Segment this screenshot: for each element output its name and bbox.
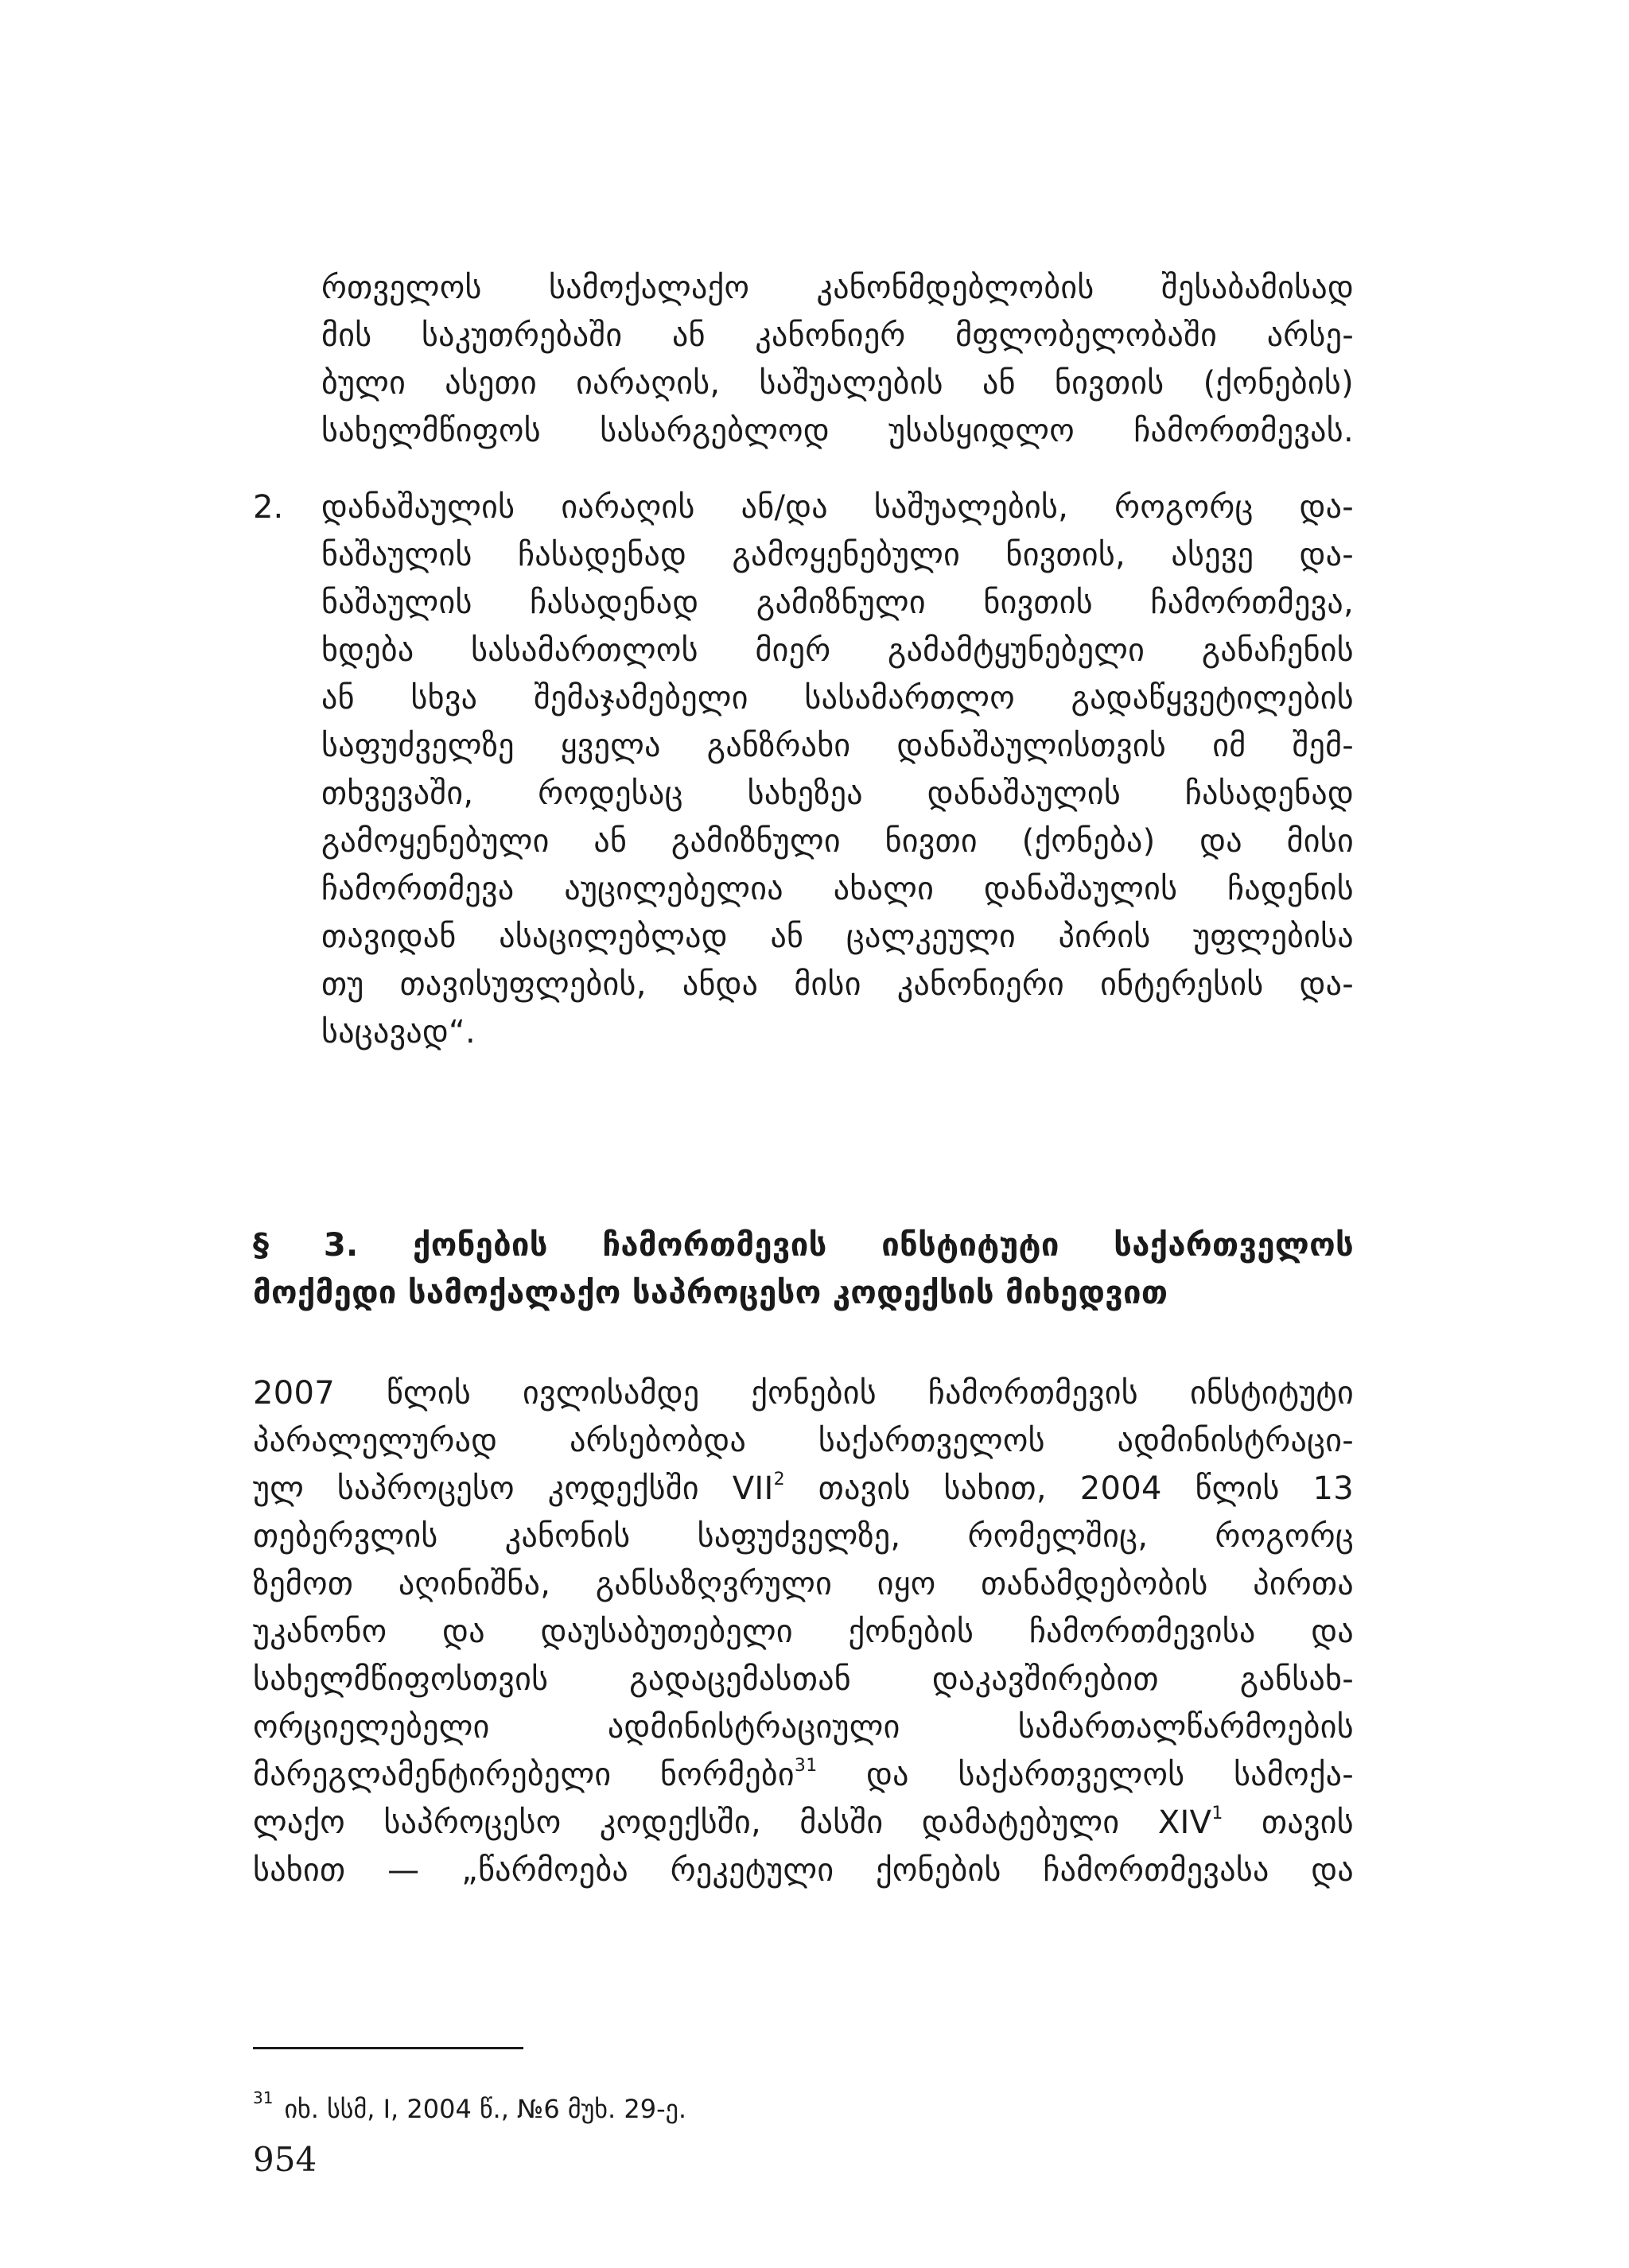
footnote-marker: 31: [253, 2088, 274, 2108]
superscript: 1: [1211, 1803, 1223, 1823]
footnote: [253, 2088, 687, 2126]
text-segment: თავის: [1223, 1804, 1355, 1841]
heading-line: მოქმედი სამოქალაქო საპროცესო კოდექსის მიხედვით: [253, 1275, 1168, 1311]
text-segment: ლაქო საპროცესო კოდექსში, მასში დამატებული XIV: [253, 1804, 1212, 1841]
text-line: საცავად“.: [321, 1014, 476, 1051]
text-segment: და საქართველოს სამოქა-: [817, 1757, 1354, 1793]
text-line: ნაშაულის ჩასადენად გამიზნული ნივთის ჩამორთმევა,: [321, 584, 1354, 621]
text-line: სახელმწიფოსთვის გადაცემასთან დაკავშირებით განსახ-: [253, 1661, 1354, 1698]
text-line: სახით — „წარმოება რეკეტული ქონების ჩამორთმევასა და: [253, 1852, 1354, 1889]
text-line: პარალელურად არსებობდა საქართველოს ადმინისტრაცი-: [253, 1423, 1354, 1459]
footnote-text: იხ. სსმ, I, 2004 წ., №6 მუხ. 29-ე.: [284, 2094, 687, 2124]
text-line: ნაშაულის ჩასადენად გამოყენებული ნივთის, ასევე და-: [321, 537, 1354, 573]
text-line: დანაშაულის იარაღის ან/და საშუალების, როგორც და-: [321, 489, 1354, 526]
text-line: ზემოთ აღინიშნა, განსაზღვრული იყო თანამდებობის პირთა: [253, 1566, 1354, 1602]
text-line: ჩამორთმევა აუცილებელია ახალი დანაშაულის ჩადენის: [321, 871, 1354, 907]
text-line: ხდება სასამართლოს მიერ გამამტყუნებელი განაჩენის: [321, 632, 1354, 669]
footnote-ref[interactable]: 31: [794, 1755, 818, 1776]
text-segment: ულ საპროცესო კოდექსში VII: [253, 1470, 774, 1507]
text-line: სახელმწიფოს სასარგებლოდ უსასყიდლო ჩამორთმევას.: [321, 413, 1354, 449]
text-line: [253, 1465, 1354, 1513]
superscript: 2: [773, 1469, 785, 1489]
text-line: [253, 1751, 1354, 1799]
page-number: 954: [253, 2140, 317, 2179]
text-line: თუ თავისუფლების, ანდა მისი კანონიერი ინტერესის და-: [321, 966, 1354, 1003]
text-line: ან სხვა შემაჯამებელი სასამართლო გადაწყვეტილების: [321, 680, 1354, 717]
text-line: რთველოს სამოქალაქო კანონმდებლობის შესაბამისად: [321, 270, 1354, 306]
text-line: თებერვლის კანონის საფუძველზე, რომელშიც, როგორც: [253, 1518, 1354, 1555]
text-line: მის საკუთრებაში ან კანონიერ მფლობელობაში არსე-: [321, 317, 1354, 354]
text-line: თხვევაში, როდესაც სახეზეა დანაშაულის ჩასადენად: [321, 775, 1354, 812]
text-segment: მარეგლამენტირებელი ნორმები: [253, 1757, 795, 1793]
heading-line: § 3. ქონების ჩამორთმევის ინსტიტუტი საქართველოს: [253, 1227, 1354, 1264]
text-line: უკანონო და დაუსაბუთებელი ქონების ჩამორთმევისა და: [253, 1614, 1354, 1650]
list-item-number: 2.: [253, 489, 284, 526]
text-line: 2007 წლის ივლისამდე ქონების ჩამორთმევის ინსტიტუტი: [253, 1375, 1354, 1412]
text-line: გამოყენებული ან გამიზნული ნივთი (ქონება) და მისი: [321, 823, 1354, 860]
text-segment: თავის სახით, 2004 წლის 13: [784, 1470, 1354, 1507]
text-line: ბული ასეთი იარაღის, საშუალების ან ნივთის (ქონების): [321, 365, 1354, 402]
text-line: [253, 1799, 1354, 1847]
text-line: თავიდან ასაცილებლად ან ცალკეული პირის უფლებისა: [321, 918, 1354, 955]
text-line: ორციელებელი ადმინისტრაციული სამართალწარმოების: [253, 1709, 1354, 1746]
text-line: საფუძველზე ყველა განზრახი დანაშაულისთვის იმ შემ-: [321, 728, 1354, 764]
footnote-divider: [253, 2047, 523, 2049]
